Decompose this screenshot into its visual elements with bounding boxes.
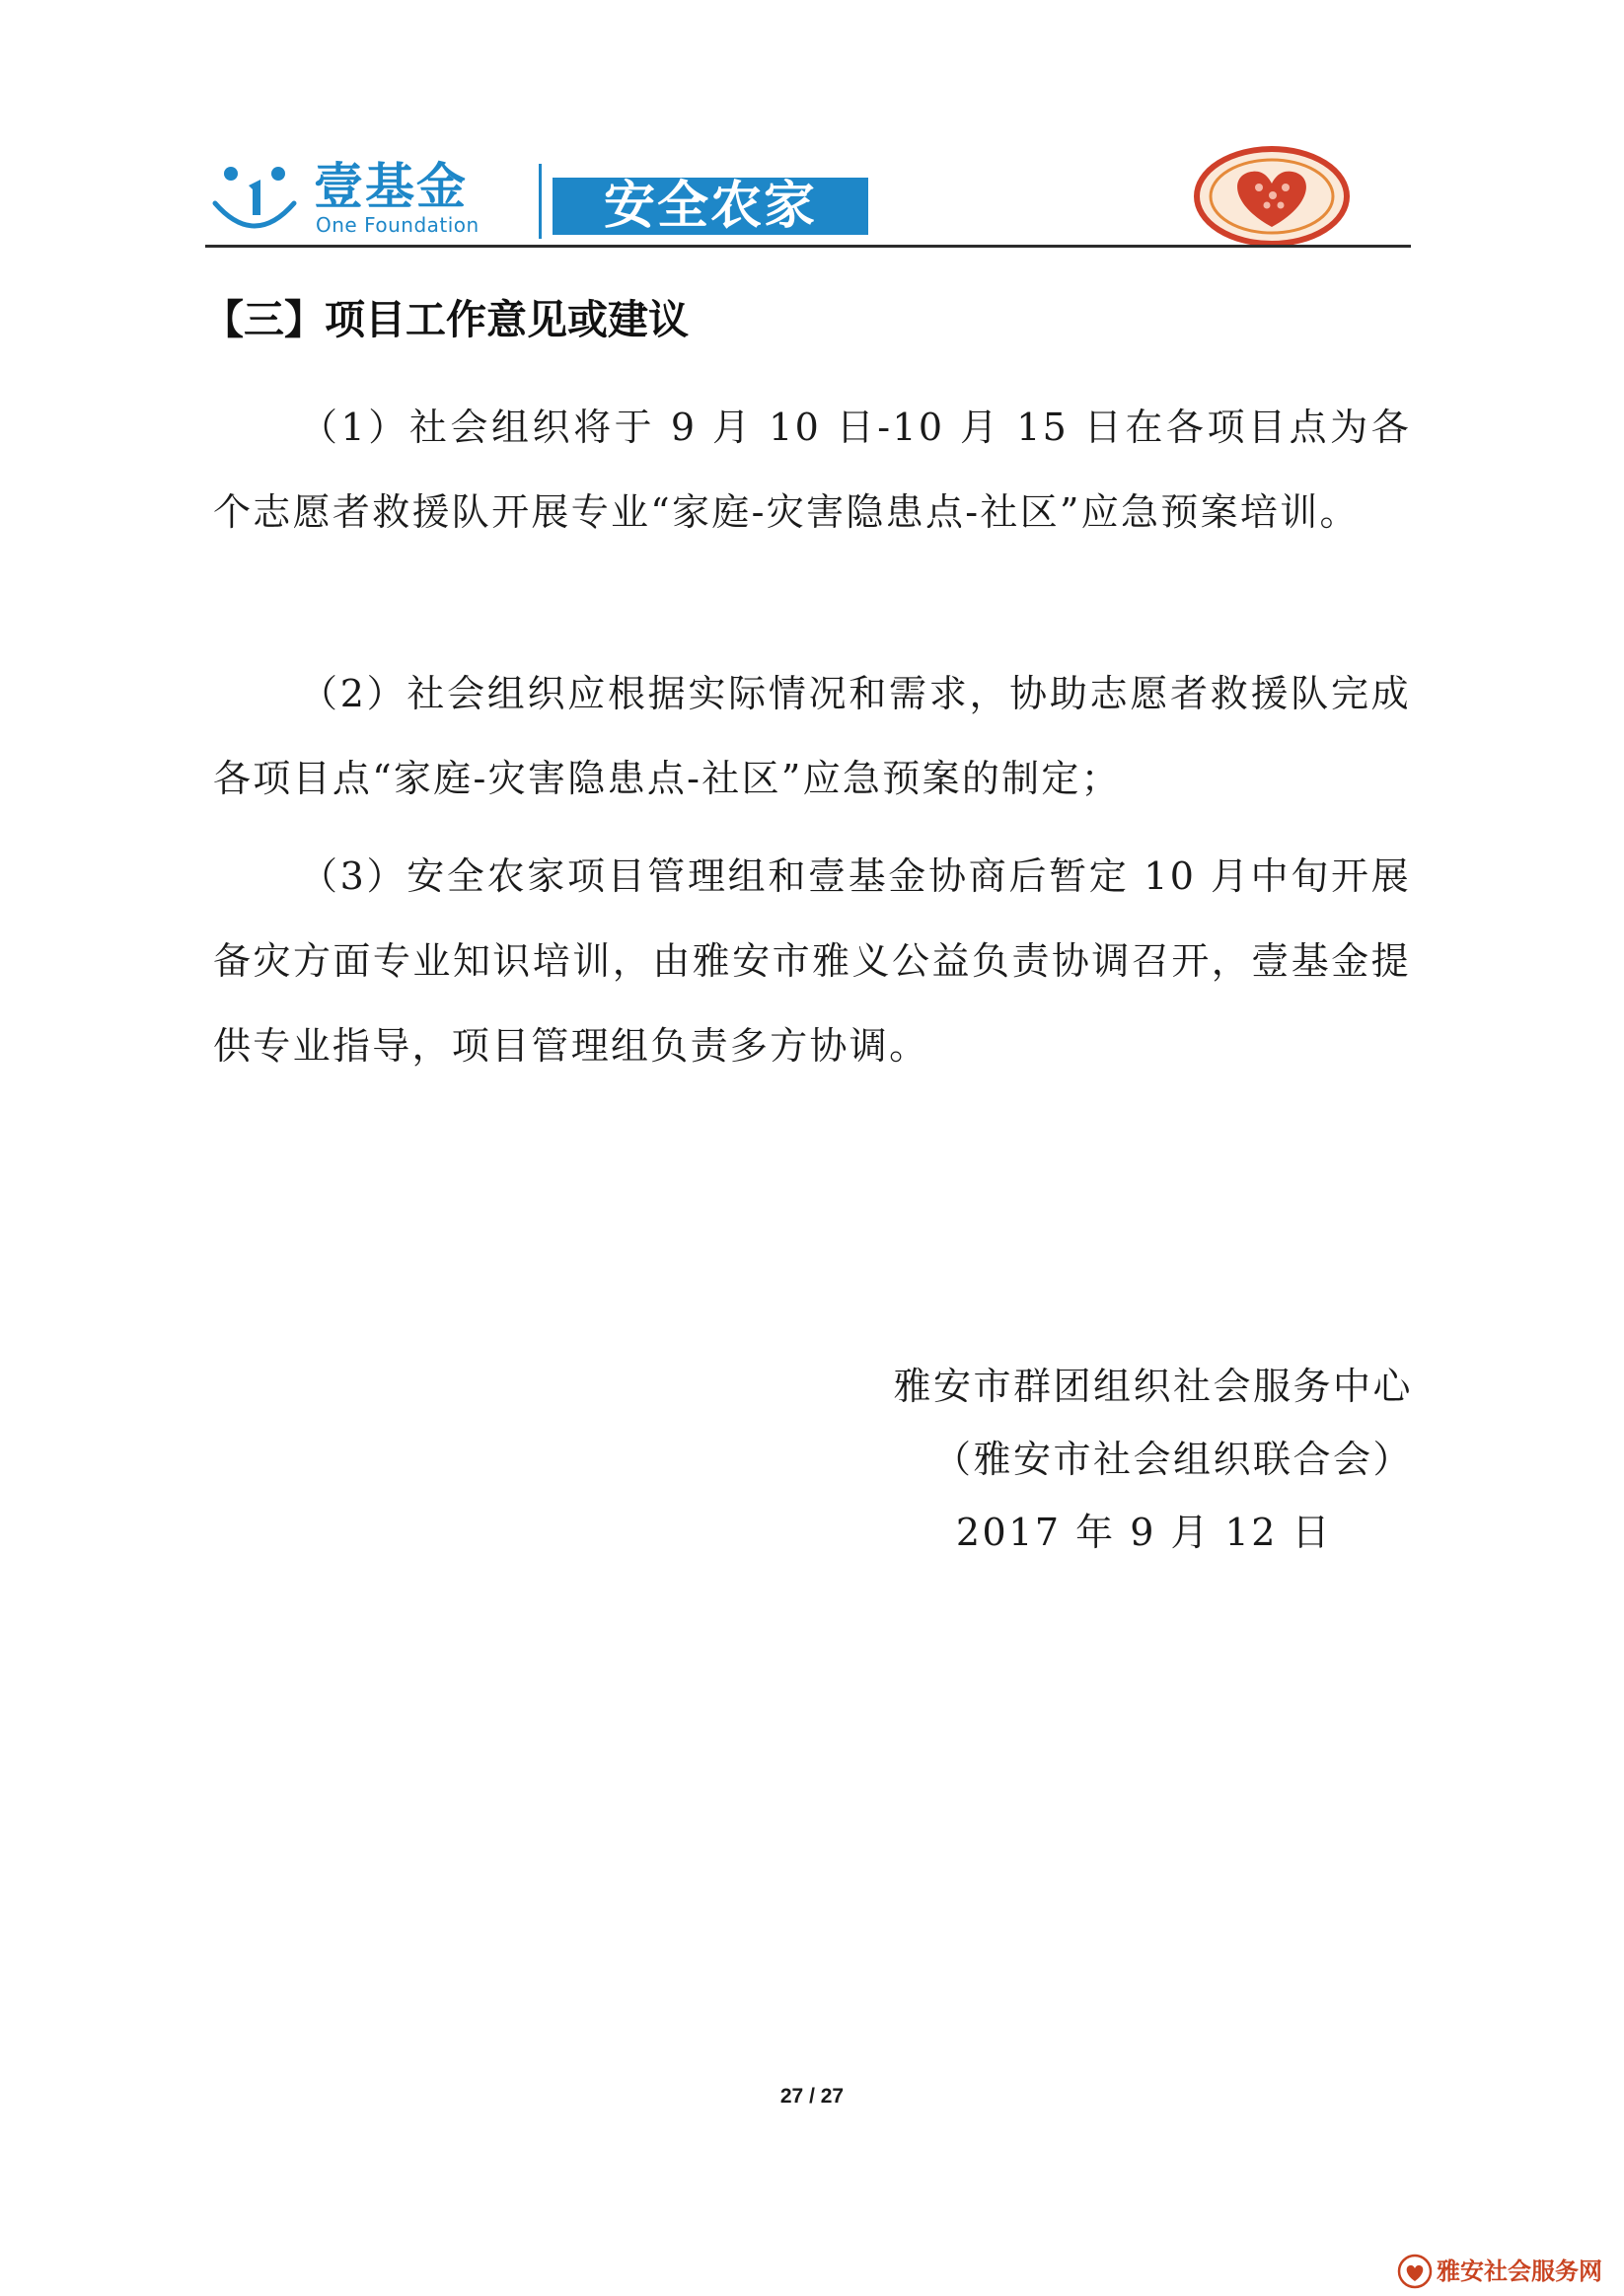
site-watermark xyxy=(1397,2252,1624,2291)
signature-block xyxy=(893,1350,1413,1569)
watermark-text: 雅安社会服务网 xyxy=(1437,2258,1602,2285)
page-number: 27 / 27 xyxy=(779,2085,845,2108)
paragraph-1: （1）社会组织将于 9 月 10 日-10 月 15 日在各项目点为各个志愿者救援队开展专业“家庭-灾害隐患点-社区”应急预案培训。 xyxy=(213,406,1411,534)
program-logo: 安全农家 xyxy=(553,178,868,235)
section-title: 【三】项目工作意见或建议 xyxy=(203,296,689,343)
page-header xyxy=(205,146,1411,247)
logo-divider xyxy=(539,164,542,239)
organization-seal-icon xyxy=(1192,146,1352,247)
paragraph-2: （2）社会组织应根据实际情况和需求，协助志愿者救援队完成各项目点“家庭-灾害隐患点-社区”应急预案的制定； xyxy=(213,672,1411,800)
one-foundation-logo xyxy=(205,158,876,245)
signature-date: 2017 年 9 月 12 日 xyxy=(955,1511,1332,1554)
header-divider xyxy=(205,245,1411,248)
smiley-logo-icon xyxy=(209,164,300,237)
paragraph-3: （3）安全农家项目管理组和壹基金协商后暂定 10 月中旬开展备灾方面专业知识培训，由雅安市雅义公益负责协调召开，壹基金提供专业指导，项目管理组负责多方协调。 xyxy=(213,854,1411,1068)
heart-logo-icon xyxy=(1397,2254,1433,2289)
signature-org: 雅安市群团组织社会服务中心 xyxy=(893,1365,1413,1408)
brand-name-cn: 壹基金 xyxy=(314,158,468,215)
brand-name-en: One Foundation xyxy=(316,213,480,237)
signature-org-alt: （雅安市社会组织联合会） xyxy=(932,1438,1413,1481)
